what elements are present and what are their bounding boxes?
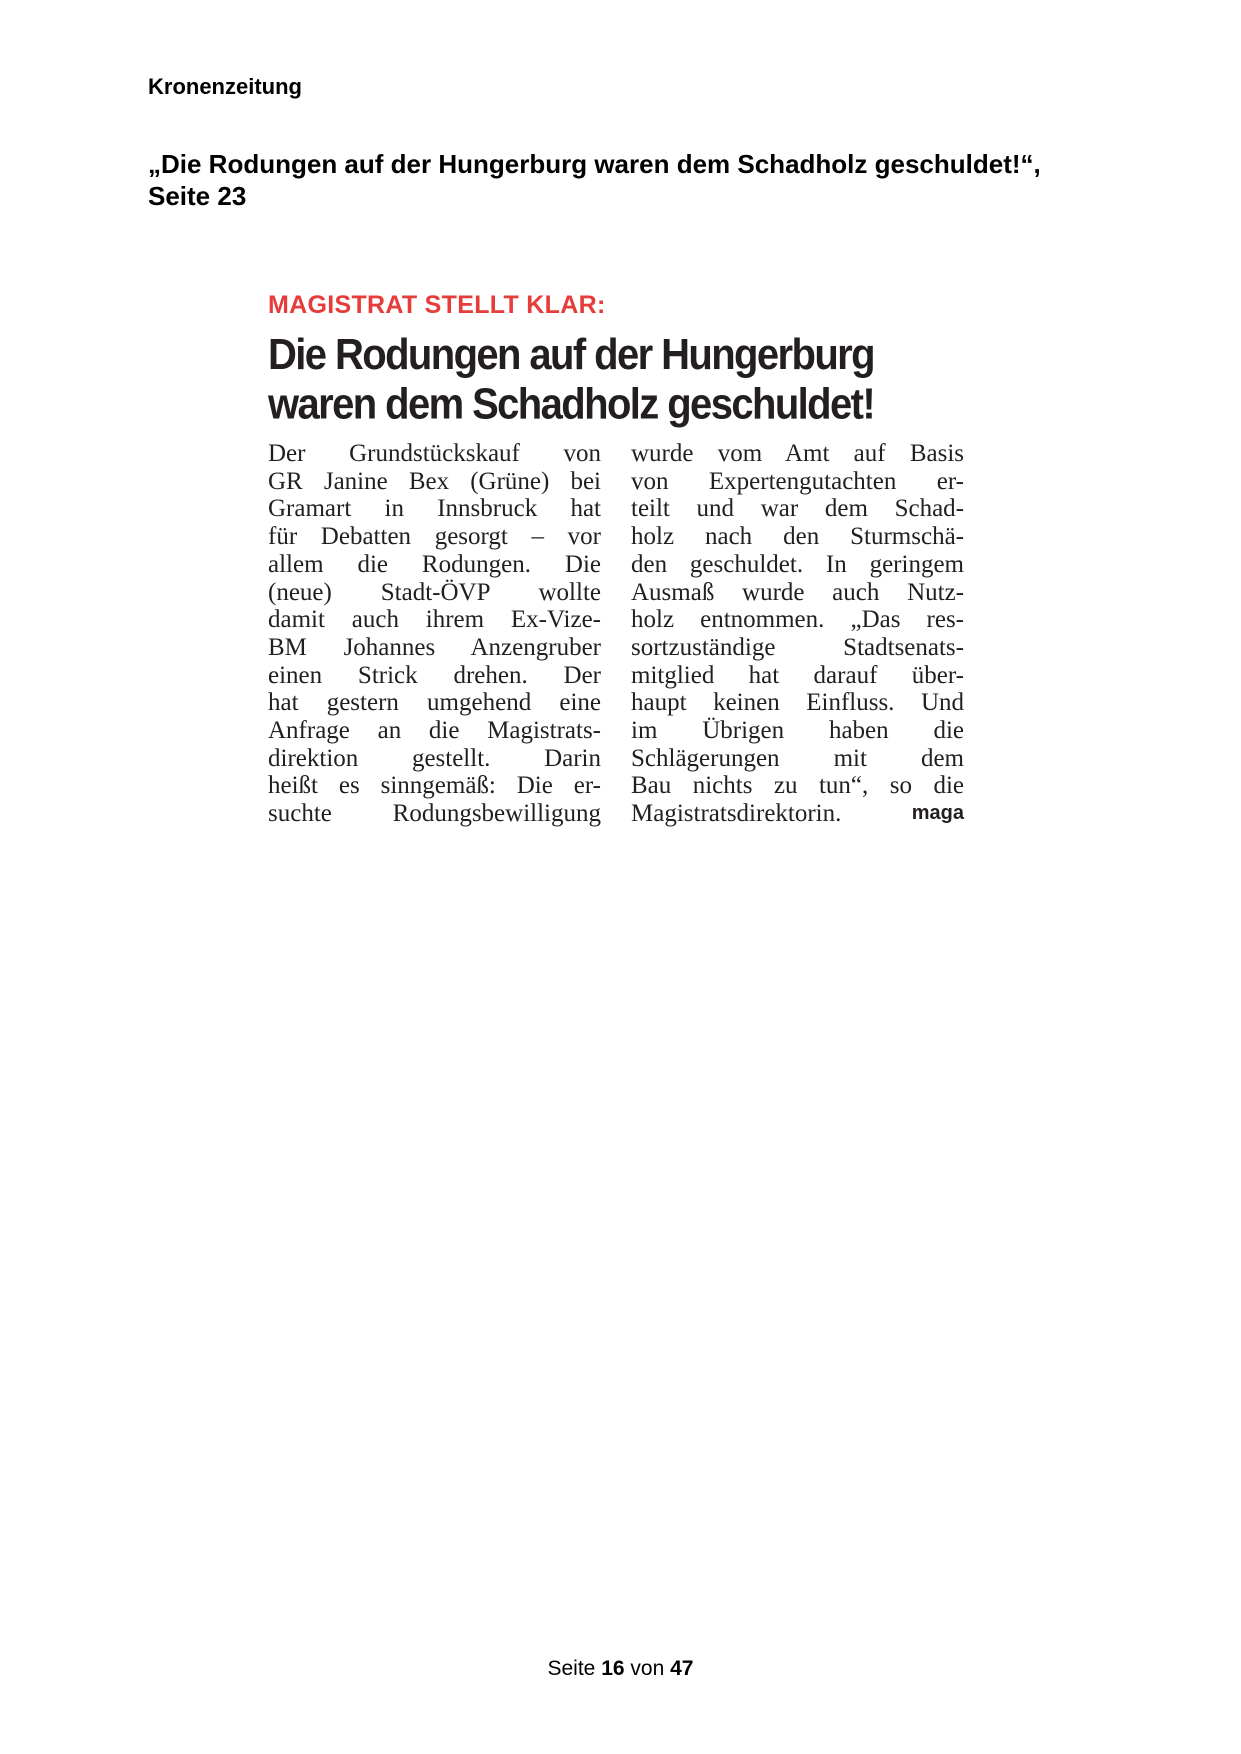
- headline-line: waren dem Schadholz geschuldet!: [268, 380, 875, 429]
- page-footer: [0, 1656, 1241, 1682]
- footer-separator: von: [630, 1657, 665, 1680]
- article-line: für Debatten gesorgt – vor: [268, 523, 601, 551]
- footer-page-number: 16: [601, 1657, 625, 1680]
- document-title-page: Seite 23: [148, 181, 247, 211]
- article-line: Der Grundstückskauf von: [268, 440, 601, 467]
- article-line: teilt und war dem Schad-: [631, 495, 964, 523]
- article-line: haupt keinen Einfluss. Und: [631, 689, 964, 717]
- author-byline: maga: [911, 802, 964, 825]
- article-line: (neue) Stadt-ÖVP wollte: [268, 578, 601, 606]
- article-line: holz nach den Sturmschä-: [631, 523, 964, 551]
- document-title-line: „Die Rodungen auf der Hungerburg waren dem Schadholz geschuldet!“,: [148, 149, 1041, 179]
- article-line: von Expertengutachten er-: [631, 467, 964, 495]
- footer-page-total: 47: [670, 1657, 694, 1680]
- article-line: sortzuständige Stadtsenats-: [631, 633, 964, 661]
- article-line: heißt es sinngemäß: Die er-: [268, 772, 601, 800]
- article-line: hat gestern umgehend eine: [268, 689, 601, 717]
- article-line: BM Johannes Anzengruber: [268, 633, 601, 661]
- headline-line: Die Rodungen auf der Hungerburg: [268, 331, 874, 379]
- article-line: einen Strick drehen. Der: [268, 661, 601, 689]
- article-body: [268, 440, 964, 828]
- article-line: Ausmaß wurde auch Nutz-: [631, 578, 964, 606]
- article-line: Schlägerungen mit dem: [631, 744, 964, 772]
- article-line: GR Janine Bex (Grüne) bei: [268, 467, 601, 495]
- article-line: Gramart in Innsbruck hat: [268, 495, 601, 523]
- article-line: Anfrage an die Magistrats-: [268, 717, 601, 745]
- article-line: Magistratsdirektorin.: [631, 800, 842, 828]
- newspaper-clipping: [268, 290, 964, 828]
- article-line: Bau nichts zu tun“, so die: [631, 772, 964, 800]
- article-line: den geschuldet. In geringem: [631, 550, 964, 578]
- article-line: damit auch ihrem Ex-Vize-: [268, 606, 601, 634]
- article-column-right: [631, 440, 964, 828]
- article-line: im Übrigen haben die: [631, 717, 964, 745]
- article-line: holz entnommen. „Das res-: [631, 606, 964, 634]
- clipping-headline: [268, 330, 964, 429]
- document-title: [148, 148, 1108, 212]
- article-line: suchte Rodungsbewilligung: [268, 800, 601, 828]
- footer-prefix: Seite: [547, 1657, 596, 1680]
- clipping-kicker: MAGISTRAT STELLT KLAR:: [268, 291, 606, 319]
- article-line: direktion gestellt. Darin: [268, 744, 601, 772]
- article-line: wurde vom Amt auf Basis: [631, 440, 964, 467]
- article-line: mitglied hat darauf über-: [631, 661, 964, 689]
- article-line: allem die Rodungen. Die: [268, 550, 601, 578]
- article-line-last: [631, 800, 964, 828]
- article-column-left: [268, 440, 601, 828]
- source-label: Kronenzeitung: [148, 74, 302, 99]
